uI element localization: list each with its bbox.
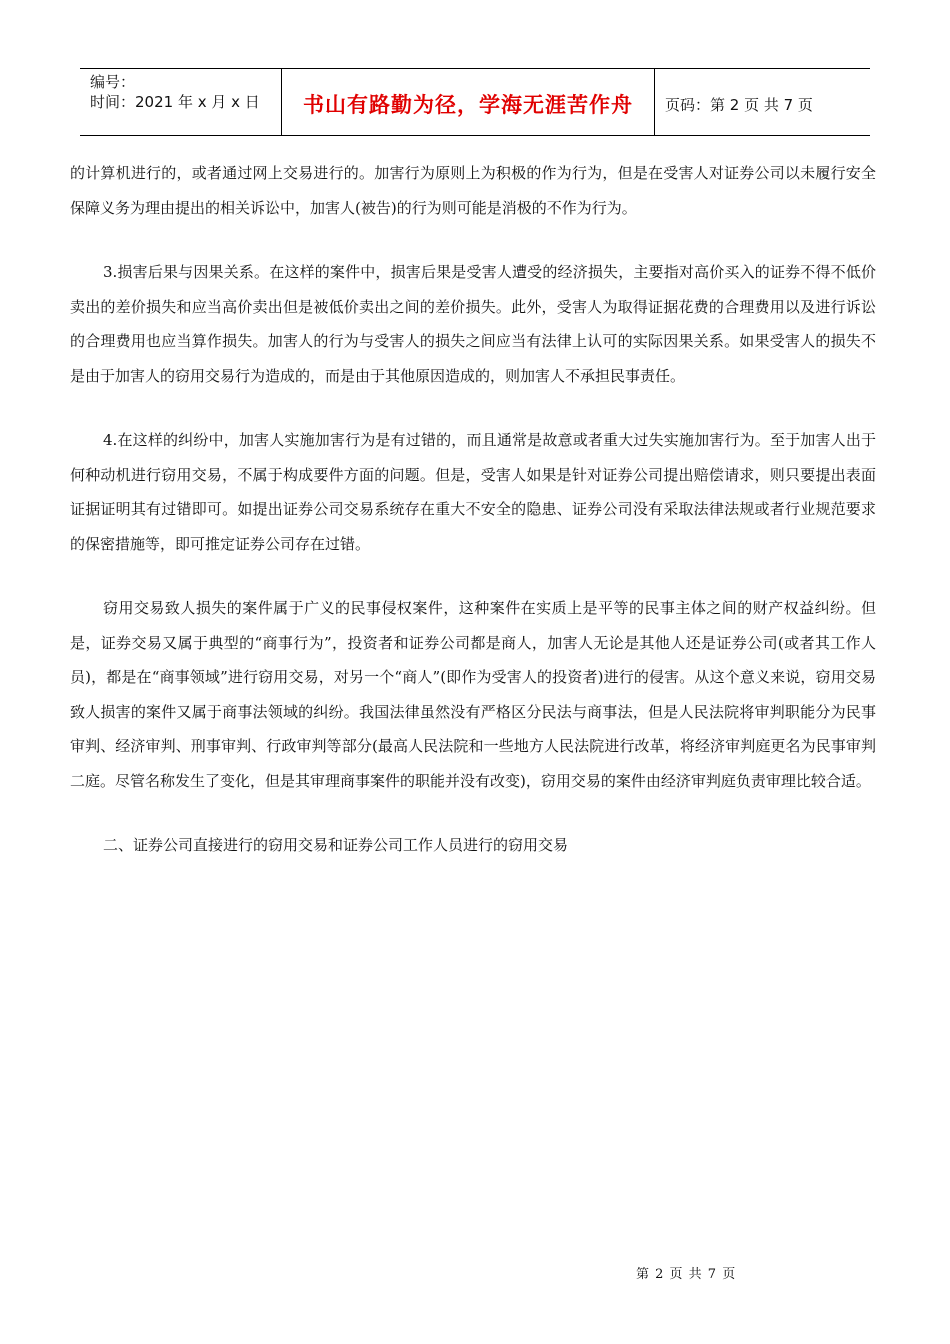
document-body [70, 156, 876, 893]
document-number-label: 编号： [90, 73, 136, 91]
page-header [80, 68, 870, 136]
section-heading: 二、证券公司直接进行的窃用交易和证券公司工作人员进行的窃用交易 [103, 836, 569, 854]
body-paragraph: 4.在这样的纠纷中，加害人实施加害行为是有过错的，而且通常是故意或者重大过失实施加害行为。至于加害人出于何种动机进行窃用交易，不属于构成要件方面的问题。但是，受害人如果是针对证券公司提出赔偿请求，则只要提出表面证据证明其有过错即可。如提出证券公司交易系统存在重大不安全的隐患、证券公司没有采取法律法规或者行业规范要求的保密措施等，即可推定证券公司存在过错。 [70, 431, 876, 553]
body-paragraph: 3.损害后果与因果关系。在这样的案件中，损害后果是受害人遭受的经济损失，主要指对高价买入的证券不得不低价卖出的差价损失和应当高价卖出但是被低价卖出之间的差价损失。此外，受害人为取得证据花费的合理费用以及进行诉讼的合理费用也应当算作损失。加害人的行为与受害人的损失之间应当有法律上认可的实际因果关系。如果受害人的损失不是由于加害人的窃用交易行为造成的，而是由于其他原因造成的，则加害人不承担民事责任。 [70, 263, 876, 385]
header-page-number: 页码：第 2 页 共 7 页 [665, 95, 813, 114]
header-meta-cell [80, 69, 282, 135]
body-paragraph: 窃用交易致人损失的案件属于广义的民事侵权案件，这种案件在实质上是平等的民事主体之间的财产权益纠纷。但是，证券交易又属于典型的“商事行为”，投资者和证券公司都是商人，加害人无论是其他人还是证券公司(或者其工作人员)，都是在“商事领域”进行窃用交易，对另一个“商人”(即作为受害人的投资者)进行的侵害。从这个意义来说，窃用交易致人损害的案件又属于商事法领域的纠纷。我国法律虽然没有严格区分民法与商事法，但是人民法院将审判职能分为民事审判、经济审判、刑事审判、行政审判等部分(最高人民法院和一些地方人民法院进行改革，将经济审判庭更名为民事审判二庭。尽管名称发生了变化，但是其审理商事案件的职能并没有改变)，窃用交易的案件由经济审判庭负责审理比较合适。 [70, 599, 876, 790]
body-paragraph: 的计算机进行的，或者通过网上交易进行的。加害行为原则上为积极的作为行为，但是在受害人对证券公司以未履行安全保障义务为理由提出的相关诉讼中，加害人(被告)的行为则可能是消极的不作为行为。 [70, 164, 876, 217]
page-footer: 第 2 页 共 7 页 [636, 1267, 737, 1282]
header-motto: 书山有路勤为径，学海无涯苦作舟 [282, 69, 655, 135]
document-time-label: 时间：2021 年 x 月 x 日 [90, 93, 260, 111]
